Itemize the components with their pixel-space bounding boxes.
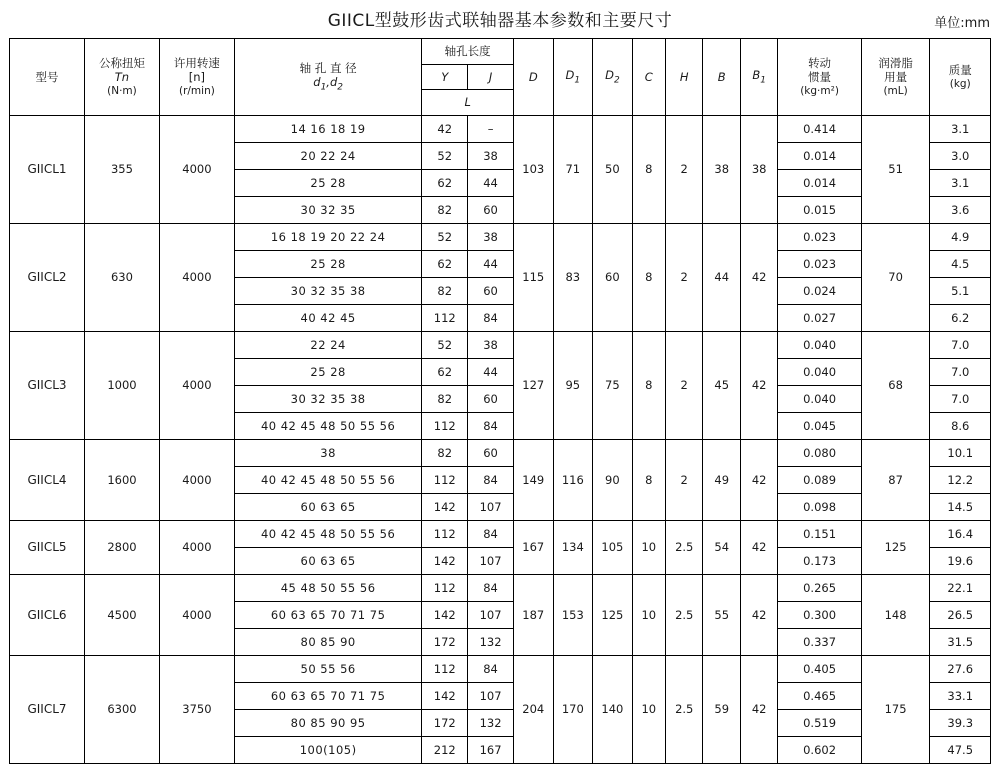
cell-bore-length-y: 82 [422,386,468,413]
cell-mass: 3.1 [930,116,991,143]
cell-B: 44 [703,224,740,332]
cell-inertia: 0.023 [778,224,861,251]
cell-mass: 3.1 [930,170,991,197]
cell-model: GIICL3 [10,332,85,440]
cell-bore-length-j: 84 [468,656,514,683]
cell-mass: 27.6 [930,656,991,683]
cell-bore-diameter: 100(105) [234,737,421,764]
cell-D1: 116 [553,440,593,521]
cell-speed: 4000 [159,224,234,332]
cell-D1: 170 [553,656,593,764]
cell-D1: 83 [553,224,593,332]
cell-D2: 90 [593,440,633,521]
cell-D2: 125 [593,575,633,656]
cell-bore-length-j: 60 [468,197,514,224]
header-grease: 润滑脂 用量 (mL) [861,39,930,116]
cell-bore-length-y: 62 [422,170,468,197]
cell-mass: 22.1 [930,575,991,602]
header-D1: $D_1$ [553,39,593,116]
cell-mass: 3.6 [930,197,991,224]
cell-bore-diameter: 38 [234,440,421,467]
cell-mass: 7.0 [930,386,991,413]
cell-bore-diameter: 80 85 90 95 [234,710,421,737]
cell-C: 10 [632,521,665,575]
cell-D1: 134 [553,521,593,575]
cell-speed: 4000 [159,116,234,224]
cell-bore-length-y: 172 [422,710,468,737]
cell-H: 2 [665,224,702,332]
cell-mass: 31.5 [930,629,991,656]
cell-inertia: 0.080 [778,440,861,467]
header-bore-length-group: 轴孔长度 [422,39,514,65]
cell-bore-length-j: 84 [468,413,514,440]
cell-D: 187 [513,575,553,656]
cell-H: 2.5 [665,575,702,656]
cell-bore-diameter: 45 48 50 55 56 [234,575,421,602]
cell-D2: 105 [593,521,633,575]
header-model: 型号 [10,39,85,116]
cell-bore-diameter: 30 32 35 38 [234,386,421,413]
cell-inertia: 0.337 [778,629,861,656]
cell-bore-length-y: 112 [422,521,468,548]
cell-bore-diameter: 22 24 [234,332,421,359]
table-row [10,332,991,359]
table-row [10,575,991,602]
cell-bore-length-j: 107 [468,494,514,521]
cell-bore-length-y: 112 [422,575,468,602]
cell-bore-diameter: 40 42 45 48 50 55 56 [234,521,421,548]
cell-bore-diameter: 20 22 24 [234,143,421,170]
cell-inertia: 0.040 [778,386,861,413]
cell-inertia: 0.265 [778,575,861,602]
cell-model: GIICL5 [10,521,85,575]
cell-mass: 19.6 [930,548,991,575]
cell-B1: 42 [740,521,777,575]
cell-speed: 4000 [159,521,234,575]
cell-model: GIICL2 [10,224,85,332]
cell-bore-length-j: 60 [468,386,514,413]
title-row [0,0,1000,38]
cell-grease: 175 [861,656,930,764]
cell-grease: 51 [861,116,930,224]
table-header [10,39,991,116]
cell-bore-length-j: – [468,116,514,143]
cell-mass: 4.5 [930,251,991,278]
cell-H: 2.5 [665,656,702,764]
cell-D1: 71 [553,116,593,224]
cell-grease: 68 [861,332,930,440]
cell-B: 59 [703,656,740,764]
cell-bore-length-y: 62 [422,251,468,278]
cell-bore-length-j: 107 [468,548,514,575]
cell-bore-diameter: 50 55 56 [234,656,421,683]
cell-C: 8 [632,332,665,440]
cell-mass: 8.6 [930,413,991,440]
cell-bore-length-y: 82 [422,278,468,305]
cell-D2: 50 [593,116,633,224]
cell-bore-diameter: 25 28 [234,251,421,278]
cell-D: 149 [513,440,553,521]
cell-inertia: 0.519 [778,710,861,737]
cell-bore-length-y: 142 [422,602,468,629]
header-bore-length-L: L [422,90,514,116]
cell-bore-length-j: 132 [468,629,514,656]
cell-bore-diameter: 30 32 35 38 [234,278,421,305]
header-bore-length-Y: Y [422,64,468,90]
cell-bore-length-y: 112 [422,413,468,440]
cell-mass: 26.5 [930,602,991,629]
cell-bore-length-y: 212 [422,737,468,764]
cell-grease: 148 [861,575,930,656]
cell-bore-length-j: 132 [468,710,514,737]
cell-bore-length-j: 107 [468,683,514,710]
header-mass: 质量 (kg) [930,39,991,116]
cell-mass: 6.2 [930,305,991,332]
cell-inertia: 0.151 [778,521,861,548]
cell-bore-length-y: 62 [422,359,468,386]
cell-torque: 2800 [84,521,159,575]
table-row [10,656,991,683]
cell-inertia: 0.098 [778,494,861,521]
cell-B1: 42 [740,224,777,332]
table-row [10,224,991,251]
cell-D: 167 [513,521,553,575]
cell-inertia: 0.405 [778,656,861,683]
cell-B1: 42 [740,575,777,656]
cell-bore-length-y: 172 [422,629,468,656]
cell-inertia: 0.040 [778,359,861,386]
cell-B: 55 [703,575,740,656]
cell-inertia: 0.023 [778,251,861,278]
cell-inertia: 0.015 [778,197,861,224]
cell-speed: 4000 [159,440,234,521]
cell-C: 8 [632,224,665,332]
cell-bore-diameter: 60 63 65 70 71 75 [234,683,421,710]
cell-grease: 125 [861,521,930,575]
table-body [10,116,991,764]
cell-bore-length-j: 84 [468,467,514,494]
cell-bore-length-j: 44 [468,251,514,278]
cell-D2: 75 [593,332,633,440]
cell-bore-length-y: 52 [422,224,468,251]
cell-torque: 6300 [84,656,159,764]
cell-bore-diameter: 14 16 18 19 [234,116,421,143]
cell-bore-diameter: 25 28 [234,359,421,386]
cell-mass: 7.0 [930,332,991,359]
cell-model: GIICL7 [10,656,85,764]
header-H: H [665,39,702,116]
header-torque: 公称扭矩 Tn (N·m) [84,39,159,116]
cell-mass: 3.0 [930,143,991,170]
cell-inertia: 0.027 [778,305,861,332]
header-B1: $B_1$ [740,39,777,116]
header-B: B [703,39,740,116]
cell-bore-diameter: 60 63 65 [234,494,421,521]
cell-mass: 4.9 [930,224,991,251]
cell-bore-length-j: 167 [468,737,514,764]
cell-inertia: 0.014 [778,143,861,170]
cell-torque: 630 [84,224,159,332]
cell-mass: 16.4 [930,521,991,548]
cell-bore-length-j: 84 [468,305,514,332]
cell-grease: 87 [861,440,930,521]
header-bore-length-J: J [468,64,514,90]
cell-bore-diameter: 80 85 90 [234,629,421,656]
header-speed: 许用转速 [n] (r/min) [159,39,234,116]
cell-bore-length-j: 38 [468,224,514,251]
cell-mass: 7.0 [930,359,991,386]
cell-bore-length-j: 44 [468,359,514,386]
cell-bore-length-y: 112 [422,305,468,332]
cell-H: 2 [665,440,702,521]
cell-mass: 14.5 [930,494,991,521]
unit-note: 单位:mm [934,16,990,31]
cell-bore-length-y: 82 [422,197,468,224]
cell-H: 2 [665,116,702,224]
cell-C: 8 [632,440,665,521]
cell-inertia: 0.089 [778,467,861,494]
cell-inertia: 0.045 [778,413,861,440]
cell-speed: 4000 [159,575,234,656]
cell-H: 2.5 [665,521,702,575]
cell-inertia: 0.173 [778,548,861,575]
cell-B1: 42 [740,440,777,521]
cell-speed: 3750 [159,656,234,764]
cell-bore-length-j: 60 [468,278,514,305]
cell-B: 54 [703,521,740,575]
cell-D: 204 [513,656,553,764]
cell-bore-length-j: 38 [468,332,514,359]
cell-torque: 1600 [84,440,159,521]
cell-bore-length-y: 142 [422,683,468,710]
header-inertia: 转动 惯量 (kg·m²) [778,39,861,116]
cell-bore-diameter: 60 63 65 [234,548,421,575]
cell-D1: 95 [553,332,593,440]
cell-B: 45 [703,332,740,440]
header-D: D [513,39,553,116]
cell-bore-length-j: 84 [468,521,514,548]
cell-B: 38 [703,116,740,224]
cell-C: 10 [632,656,665,764]
cell-B1: 38 [740,116,777,224]
cell-inertia: 0.300 [778,602,861,629]
cell-bore-length-j: 84 [468,575,514,602]
cell-bore-diameter: 40 42 45 [234,305,421,332]
page-title: GIICL型鼓形齿式联轴器基本参数和主要尺寸 [327,11,673,31]
cell-bore-diameter: 16 18 19 20 22 24 [234,224,421,251]
cell-D2: 60 [593,224,633,332]
cell-torque: 1000 [84,332,159,440]
table-row [10,440,991,467]
cell-model: GIICL4 [10,440,85,521]
cell-H: 2 [665,332,702,440]
cell-bore-length-y: 112 [422,656,468,683]
cell-model: GIICL1 [10,116,85,224]
header-C: C [632,39,665,116]
cell-bore-length-y: 52 [422,332,468,359]
cell-C: 8 [632,116,665,224]
cell-bore-length-j: 44 [468,170,514,197]
cell-bore-diameter: 60 63 65 70 71 75 [234,602,421,629]
cell-bore-length-j: 60 [468,440,514,467]
cell-mass: 47.5 [930,737,991,764]
cell-B1: 42 [740,656,777,764]
cell-bore-length-y: 82 [422,440,468,467]
cell-bore-length-j: 38 [468,143,514,170]
cell-bore-diameter: 40 42 45 48 50 55 56 [234,467,421,494]
cell-inertia: 0.040 [778,332,861,359]
cell-inertia: 0.024 [778,278,861,305]
cell-bore-diameter: 40 42 45 48 50 55 56 [234,413,421,440]
cell-bore-length-y: 142 [422,548,468,575]
cell-grease: 70 [861,224,930,332]
specs-table [9,38,991,764]
cell-bore-diameter: 30 32 35 [234,197,421,224]
cell-mass: 12.2 [930,467,991,494]
cell-bore-length-y: 42 [422,116,468,143]
cell-mass: 5.1 [930,278,991,305]
cell-D2: 140 [593,656,633,764]
cell-bore-diameter: 25 28 [234,170,421,197]
cell-D1: 153 [553,575,593,656]
cell-bore-length-y: 142 [422,494,468,521]
cell-model: GIICL6 [10,575,85,656]
cell-D: 127 [513,332,553,440]
cell-bore-length-y: 52 [422,143,468,170]
cell-inertia: 0.465 [778,683,861,710]
cell-D: 115 [513,224,553,332]
header-bore-diameter: 轴 孔 直 径 $d_1,d_2$ [234,39,421,116]
cell-mass: 39.3 [930,710,991,737]
cell-torque: 355 [84,116,159,224]
cell-bore-length-y: 112 [422,467,468,494]
cell-C: 10 [632,575,665,656]
cell-mass: 10.1 [930,440,991,467]
cell-B: 49 [703,440,740,521]
cell-torque: 4500 [84,575,159,656]
table-row [10,521,991,548]
table-row [10,116,991,143]
cell-inertia: 0.414 [778,116,861,143]
header-D2: $D_2$ [593,39,633,116]
cell-B1: 42 [740,332,777,440]
cell-mass: 33.1 [930,683,991,710]
cell-bore-length-j: 107 [468,602,514,629]
cell-inertia: 0.602 [778,737,861,764]
cell-inertia: 0.014 [778,170,861,197]
cell-speed: 4000 [159,332,234,440]
cell-D: 103 [513,116,553,224]
